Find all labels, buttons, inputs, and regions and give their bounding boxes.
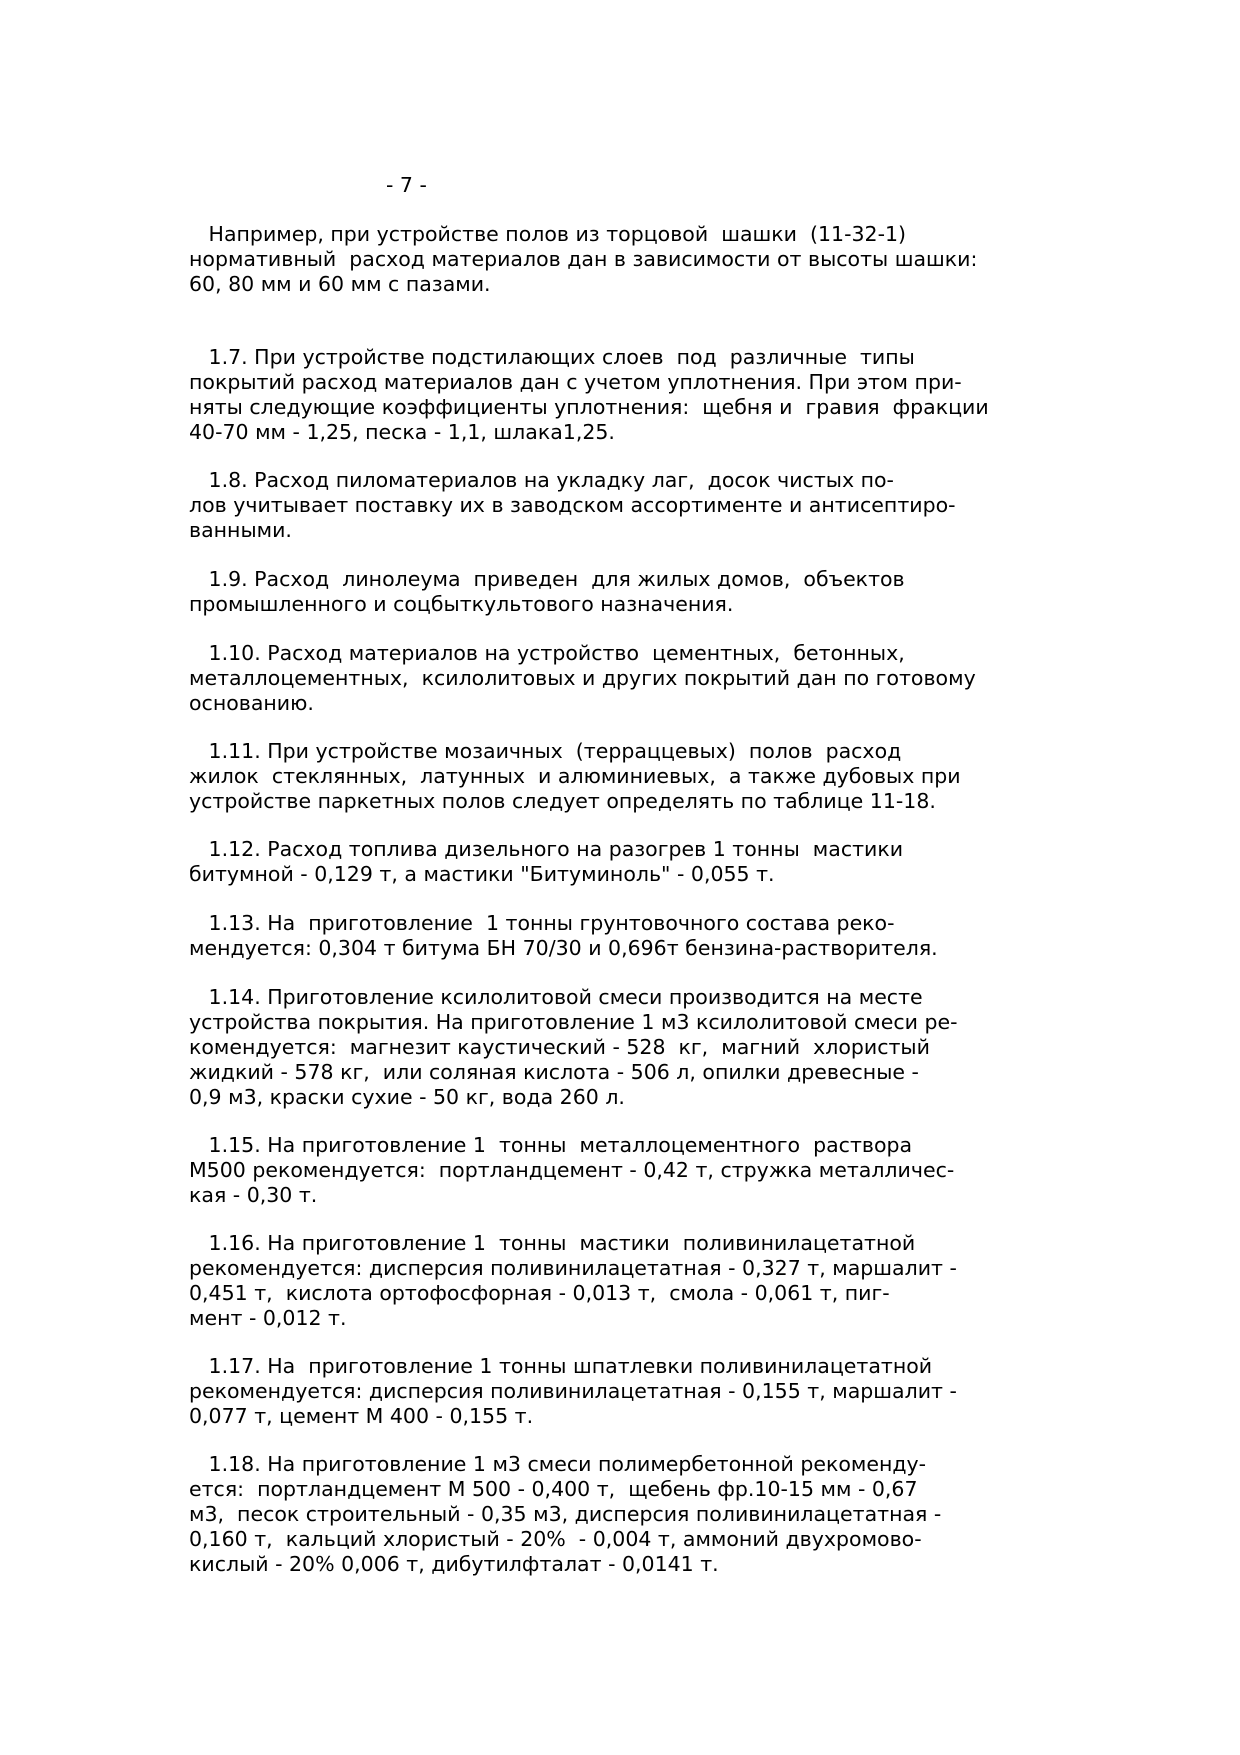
paragraph-1-18 xyxy=(189,1452,1089,1577)
paragraph-line: устройстве паркетных полов следует определять по таблице 11-18. xyxy=(189,789,936,813)
paragraph-1-16 xyxy=(189,1231,1089,1331)
paragraph-line: М500 рекомендуется: портландцемент - 0,42 т, стружка металличес- xyxy=(189,1158,955,1182)
paragraph-line: 1.12. Расход топлива дизельного на разогрев 1 тонны мастики xyxy=(189,837,904,861)
paragraph-line: устройства покрытия. На приготовление 1 м3 ксилолитовой смеси ре- xyxy=(189,1010,958,1034)
paragraph-line: 1.13. На приготовление 1 тонны грунтовочного состава реко- xyxy=(189,911,895,935)
paragraph-line: 40-70 мм - 1,25, песка - 1,1, шлака1,25. xyxy=(189,420,615,444)
paragraph-line: 1.15. На приготовление 1 тонны металлоцементного раствора xyxy=(189,1133,913,1157)
paragraph-1-9 xyxy=(189,567,1089,617)
paragraph-line: няты следующие коэффициенты уплотнения: щебня и гравия фракции xyxy=(189,395,989,419)
paragraph-1-13 xyxy=(189,911,1089,961)
paragraph-line: ванными. xyxy=(189,518,292,542)
paragraph-line: 1.14. Приготовление ксилолитовой смеси производится на месте xyxy=(189,985,923,1009)
paragraph-line: 1.11. При устройстве мозаичных (терраццевых) полов расход xyxy=(189,739,902,763)
paragraph-1-17 xyxy=(189,1354,1089,1429)
paragraph-line: комендуется: магнезит каустический - 528 кг, магний хлористый xyxy=(189,1035,930,1059)
paragraph-line: мендуется: 0,304 т битума БН 70/30 и 0,696т бензина-растворителя. xyxy=(189,936,938,960)
paragraph-line: м3, песок строительный - 0,35 м3, дисперсия поливинилацетатная - xyxy=(189,1502,942,1526)
page-number: - 7 - xyxy=(386,173,427,197)
paragraph-line: 1.10. Расход материалов на устройство цементных, бетонных, xyxy=(189,641,905,665)
paragraph-1-11 xyxy=(189,739,1089,814)
paragraph-intro xyxy=(189,222,1089,297)
paragraph-line: Например, при устройстве полов из торцовой шашки (11-32-1) xyxy=(189,222,907,246)
paragraph-line: лов учитывает поставку их в заводском ассортименте и антисептиро- xyxy=(189,493,956,517)
paragraph-line: 1.16. На приготовление 1 тонны мастики поливинилацетатной xyxy=(189,1231,916,1255)
paragraph-line: 1.17. На приготовление 1 тонны шпатлевки поливинилацетатной xyxy=(189,1354,933,1378)
paragraph-line: нормативный расход материалов дан в зависимости от высоты шашки: xyxy=(189,247,978,271)
paragraph-line: 60, 80 мм и 60 мм с пазами. xyxy=(189,272,491,296)
paragraph-line: рекомендуется: дисперсия поливинилацетатная - 0,327 т, маршалит - xyxy=(189,1256,957,1280)
paragraph-line: ется: портландцемент М 500 - 0,400 т, щебень фр.10-15 мм - 0,67 xyxy=(189,1477,918,1501)
paragraph-line: 1.9. Расход линолеума приведен для жилых домов, объектов xyxy=(189,567,905,591)
paragraph-line: основанию. xyxy=(189,691,314,715)
paragraph-line: 0,451 т, кислота ортофосфорная - 0,013 т, смола - 0,061 т, пиг- xyxy=(189,1281,890,1305)
paragraph-1-14 xyxy=(189,985,1089,1110)
paragraph-line: кислый - 20% 0,006 т, дибутилфталат - 0,0141 т. xyxy=(189,1552,719,1576)
paragraph-line: жилок стеклянных, латунных и алюминиевых, а также дубовых при xyxy=(189,764,961,788)
paragraph-line: покрытий расход материалов дан с учетом уплотнения. При этом при- xyxy=(189,370,962,394)
paragraph-1-10 xyxy=(189,641,1089,716)
paragraph-line: 1.7. При устройстве подстилающих слоев под различные типы xyxy=(189,345,915,369)
paragraph-line: битумной - 0,129 т, а мастики "Битуминоль" - 0,055 т. xyxy=(189,862,775,886)
paragraph-line: рекомендуется: дисперсия поливинилацетатная - 0,155 т, маршалит - xyxy=(189,1379,957,1403)
paragraph-line: 0,9 м3, краски сухие - 50 кг, вода 260 л. xyxy=(189,1085,625,1109)
paragraph-line: металлоцементных, ксилолитовых и других покрытий дан по готовому xyxy=(189,666,976,690)
paragraph-line: 0,160 т, кальций хлористый - 20% - 0,004 т, аммоний двухромово- xyxy=(189,1527,922,1551)
paragraph-1-12 xyxy=(189,837,1089,887)
paragraph-line: жидкий - 578 кг, или соляная кислота - 506 л, опилки древесные - xyxy=(189,1060,919,1084)
paragraph-1-7 xyxy=(189,345,1089,445)
paragraph-line: 0,077 т, цемент М 400 - 0,155 т. xyxy=(189,1404,534,1428)
paragraph-line: промышленного и соцбыткультового назначения. xyxy=(189,592,734,616)
paragraph-line: мент - 0,012 т. xyxy=(189,1306,347,1330)
paragraph-1-8 xyxy=(189,468,1089,543)
paragraph-1-15 xyxy=(189,1133,1089,1208)
paragraph-line: 1.18. На приготовление 1 м3 смеси полимербетонной рекоменду- xyxy=(189,1452,927,1476)
paragraph-line: 1.8. Расход пиломатериалов на укладку лаг, досок чистых по- xyxy=(189,468,894,492)
paragraph-line: кая - 0,30 т. xyxy=(189,1183,318,1207)
